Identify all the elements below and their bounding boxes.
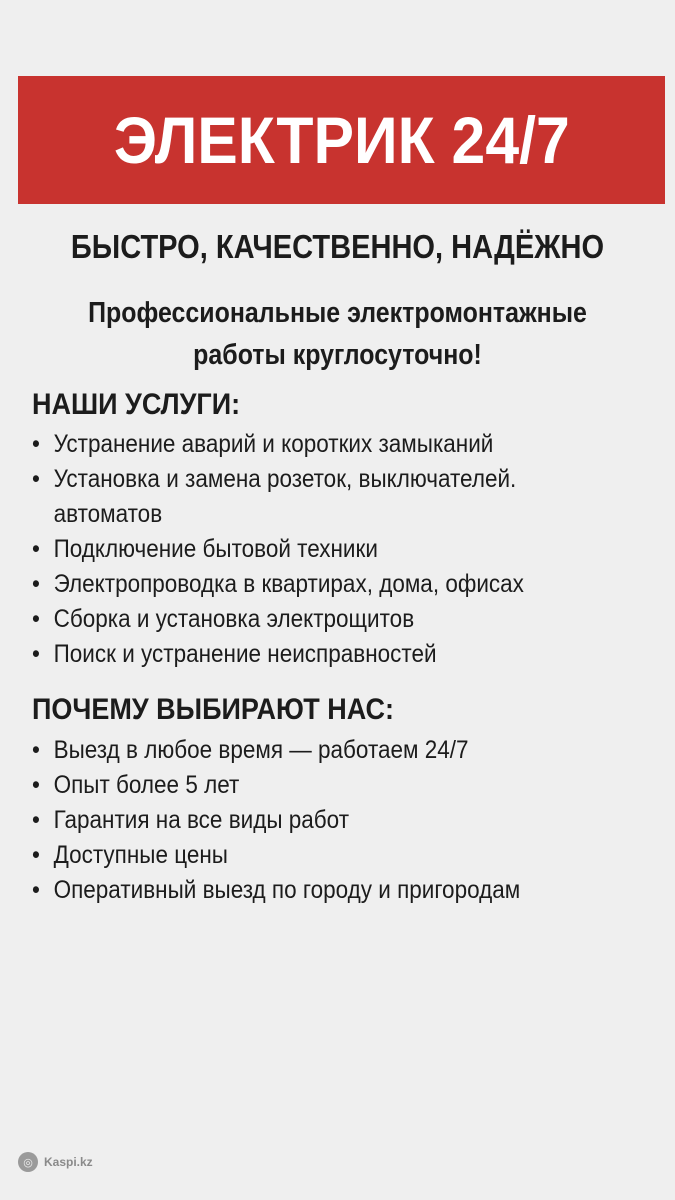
list-item: • Выезд в любое время — работаем 24/7 (32, 733, 608, 768)
subtitle (47, 292, 628, 376)
list-item: • Установка и замена розеток, выключателей. (32, 462, 608, 497)
list-item: • Опыт более 5 лет (32, 768, 608, 803)
watermark-text: Kaspi.kz (44, 1155, 93, 1169)
watermark (18, 1152, 93, 1172)
tagline: БЫСТРО, КАЧЕСТВЕННО, НАДЁЖНО (70, 228, 605, 265)
list-item: • Поиск и устранение неисправностей (32, 637, 608, 672)
title-banner (18, 76, 665, 204)
list-item: • Оперативный выезд по городу и пригородам (32, 873, 608, 908)
services-list (32, 427, 672, 672)
list-item: • Устранение аварий и коротких замыканий (32, 427, 608, 462)
list-item: • Доступные цены (32, 838, 608, 873)
why-us-list (32, 733, 672, 908)
page-title: ЭЛЕКТРИК 24/7 (113, 103, 570, 177)
kaspi-logo-icon: ◎ (18, 1152, 38, 1172)
list-item: • Сборка и установка электрощитов (32, 602, 608, 637)
subtitle-line-1: Профессиональные электромонтажные (88, 297, 587, 329)
subtitle-line-2: работы круглосуточно! (193, 339, 482, 371)
list-item-continuation: автоматов (53, 500, 163, 528)
list-item: • Подключение бытовой техники (32, 532, 608, 567)
list-item: • Электропроводка в квартирах, дома, офисах (32, 567, 608, 602)
services-heading: НАШИ УСЛУГИ: (32, 388, 241, 421)
list-item: • Гарантия на все виды работ (32, 803, 608, 838)
why-us-heading: ПОЧЕМУ ВЫБИРАЮТ НАС: (32, 693, 395, 726)
